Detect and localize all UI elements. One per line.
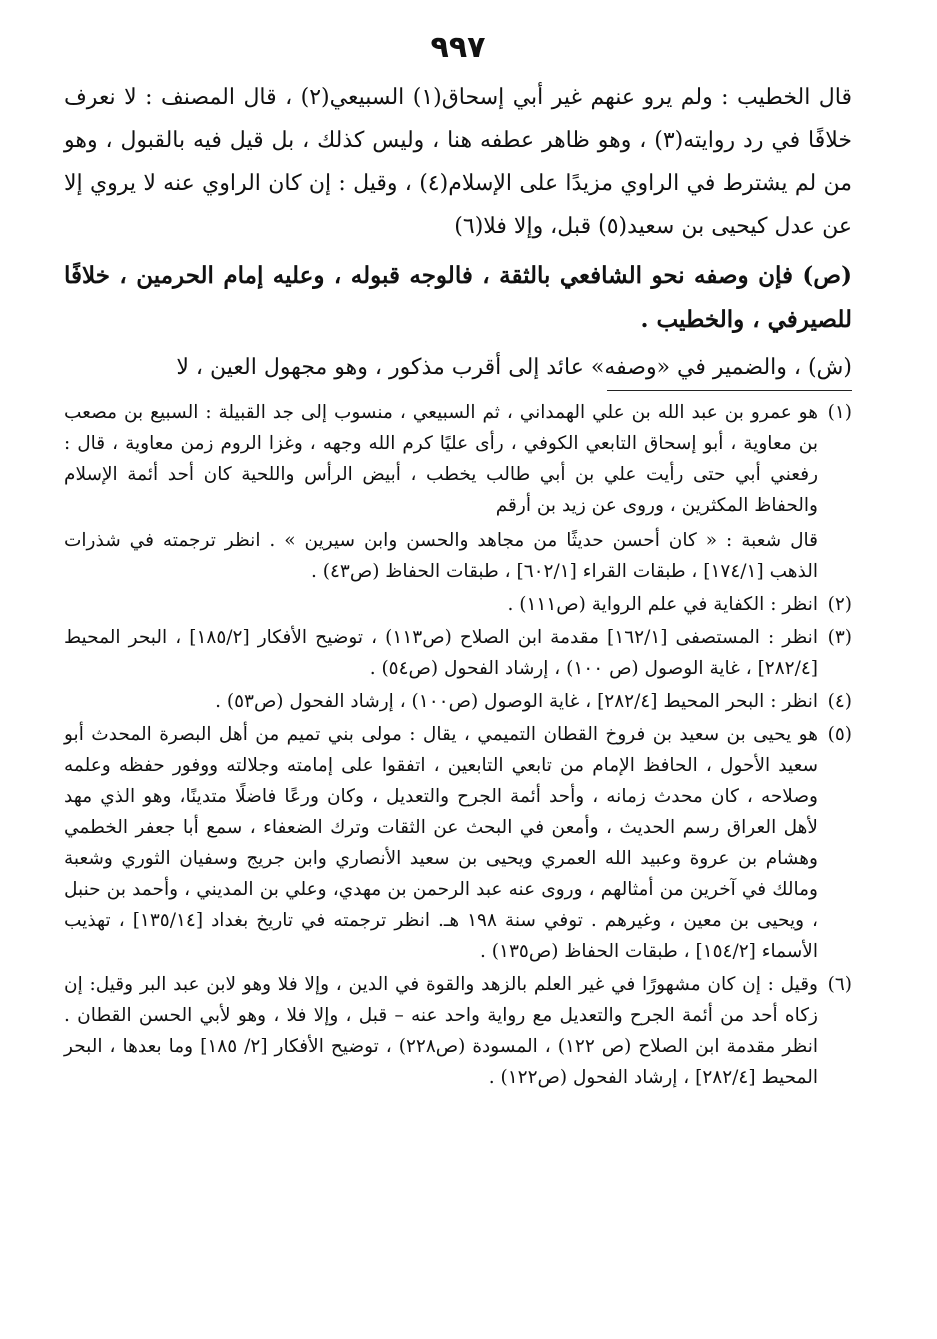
footnote-text: انظر : المستصفى [١٦٢/١] مقدمة ابن الصلاح (ص١١٣) ، توضيح الأفكار [١٨٥/٢] ، البحر المحيط [٢٨٢/٤] ، غاية الوصول (ص ١٠٠) ، إرشاد الفحول (ص٥٤) . — [64, 627, 818, 679]
footnote-divider — [607, 390, 852, 391]
matn-block — [64, 254, 852, 342]
footnote-text: هو عمرو بن عبد الله بن علي الهمداني ، ثم السبيعي ، منسوب إلى جد القبيلة : السبيع بن مصعب بن معاوية ، أبو إسحاق التابعي الكوفي ، رأى عليًا كرم الله وجهه ، وغزا الروم زمن معاوية ، قال : رفعني أبي حتى رأيت علي بن أبي طالب يخطب ، أبيض الرأس واللحية كان أحد أئمة الإسلام والحفاظ المكثرين ، وروى عن زيد بن أرقم — [64, 402, 818, 516]
footnote-number: (١) — [827, 402, 852, 423]
page-number: ٩٩٧ — [430, 30, 486, 65]
footnote — [64, 686, 852, 717]
footnote-number: (٢) — [827, 594, 852, 615]
footnote-text: انظر : الكفاية في علم الرواية (ص١١١) . — [507, 594, 818, 615]
footnote-text: وقيل : إن كان مشهورًا في غير العلم بالزهد والقوة في الدين ، وإلا فلا وهو لابن عبد البر وقيل: إن زكاه أحد من أئمة الجرح والتعديل مع رواية واحد عنه – قبل ، وإلا فلا ، وهو لأبي الحسن القطان . انظر مقدمة ابن الصلاح (ص ١٢٢) ، المسودة (ص٢٢٨) ، توضيح الأفكار [٢/ ١٨٥] وما بعدها ، البحر المحيط [٢٨٢/٤] ، إرشاد الفحول (ص١٢٢) . — [64, 974, 818, 1088]
footnote-number: (٦) — [827, 974, 852, 995]
sharh-block — [64, 348, 852, 388]
body-paragraph: قال الخطيب : ولم يرو عنهم غير أبي إسحاق(١) السبيعي(٢) ، قال المصنف : لا نعرف خلافًا في رد روايته(٣) ، وهو ظاهر عطفه هنا ، وليس كذلك ، بل قيل فيه بالقبول ، وهو من لم يشترط في الراوي مزيدًا على الإسلام(٤) ، وقيل : إن كان الراوي عنه لا يروي إلا عن عدل كيحيى بن سعيد(٥) قبل، وإلا فلا(٦) — [64, 85, 852, 239]
footnote — [64, 589, 852, 620]
footnote — [64, 397, 852, 587]
footnotes — [64, 397, 852, 1093]
footnote-text: انظر : البحر المحيط [٢٨٢/٤] ، غاية الوصول (ص١٠٠) ، إرشاد الفحول (ص٥٣) . — [215, 691, 818, 712]
footnote — [64, 622, 852, 684]
sharh-paragraph: (ش) ، والضمير في «وصفه» عائد إلى أقرب مذكور ، وهو مجهول العين ، لا — [176, 355, 852, 380]
matn-paragraph: (ص) فإن وصفه نحو الشافعي بالثقة ، فالوجه قبوله ، وعليه إمام الحرمين ، خلافًا للصيرفي ، والخطيب . — [64, 262, 852, 333]
footnote-number: (٣) — [827, 627, 852, 648]
footnote-text-continued: قال شعبة : « كان أحسن حديثًا من مجاهد والحسن وابن سيرين » . انظر ترجمته في شذرات الذهب [١٧٤/١] ، طبقات القراء [٦٠٢/١] ، طبقات الحفاظ (ص٤٣) . — [64, 530, 818, 582]
footnote — [64, 719, 852, 967]
footnote-number: (٤) — [827, 691, 852, 712]
footnote-number: (٥) — [827, 724, 852, 745]
main-text — [64, 76, 852, 248]
footnote — [64, 969, 852, 1093]
footnote-text: هو يحيى بن سعيد بن فروخ القطان التميمي ، يقال : مولى بني تميم من أهل البصرة المحدث أبو سعيد الأحول ، الحافظ الإمام من تابعي التابعين ، اتفقوا على إمامته وجلالته ووفور حفظه وعلمه وصلاحه ، كان محدث زمانه ، وأحد أئمة الجرح والتعديل ، وكان ورعًا فاضلًا متدينًا، وهو الذي مهد لأهل العراق رسم الحديث ، وأمعن في البحث عن الثقات وترك الضعفاء ، سمع أبا جعفر الخطمي وهشام بن عروة وعبيد الله العمري ويحيى بن سعيد الأنصاري وابن جريج وسفيان الثوري وشعبة ومالك في آخرين من أمثالهم ، وروى عنه عبد الرحمن بن مهدي، وعلي بن المديني ، وأحمد بن حنبل ، ويحيى بن معين ، وغيرهم . توفي سنة ١٩٨ هـ. انظر ترجمته في تاريخ بغداد [١٣٥/١٤] ، تهذيب الأسماء [١٥٤/٢] ، طبقات الحفاظ (ص١٣٥) . — [64, 724, 819, 962]
